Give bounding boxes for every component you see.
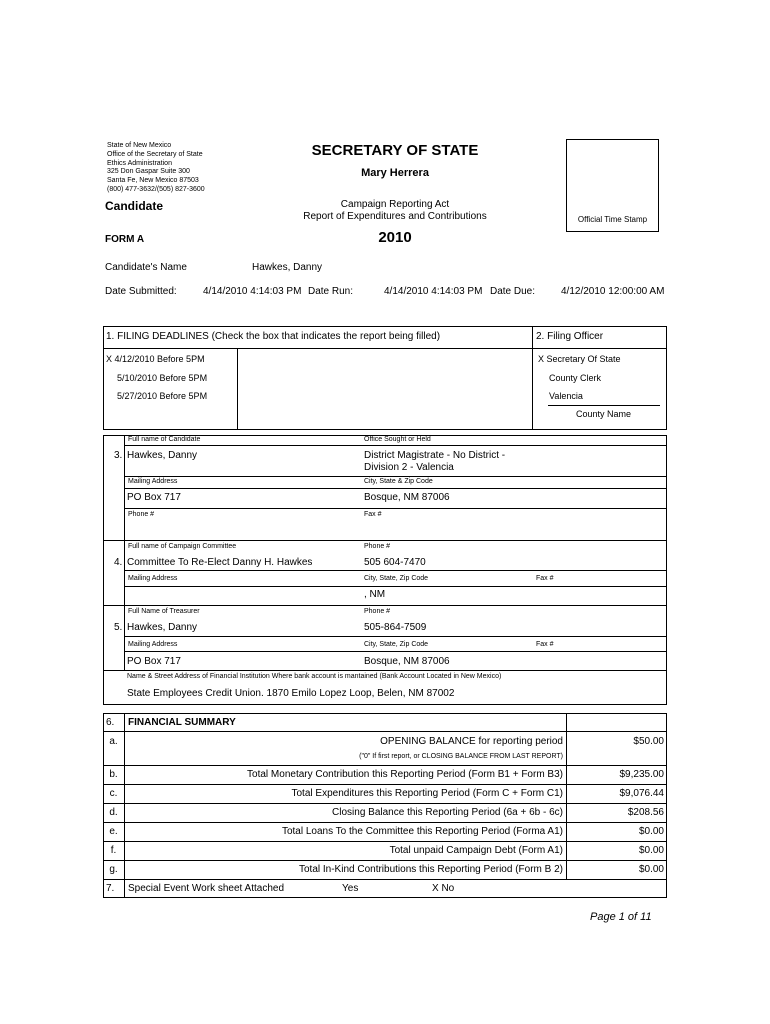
row-letter: f. <box>110 845 117 856</box>
officer-item[interactable]: County Clerk <box>549 373 602 383</box>
agency-line: State of New Mexico <box>107 142 172 149</box>
committee-name: Committee To Re-Elect Danny H. Hawkes <box>127 557 313 568</box>
row-label: Total Monetary Contribution this Reporting Period (Form B1 + Form B3) <box>247 769 563 780</box>
row-letter: c. <box>109 788 118 799</box>
treasurer-label: Full Name of Treasurer <box>128 608 200 615</box>
date-run-label: Date Run: <box>308 286 354 297</box>
agency-line: Office of the Secretary of State <box>107 150 203 158</box>
committee-label: Full name of Campaign Committee <box>128 543 237 550</box>
row-letter: d. <box>109 807 118 818</box>
county-value: Valencia <box>549 391 583 401</box>
agency-line: Santa Fe, New Mexico 87503 <box>107 177 199 185</box>
form-label: FORM A <box>105 234 145 245</box>
date-due-label: Date Due: <box>490 286 536 297</box>
candidate-city: Bosque, NM 87006 <box>364 492 450 503</box>
row-label: Closing Balance this Reporting Period (6a + 6b - 6c) <box>332 807 563 818</box>
section-number: 7. <box>106 883 115 894</box>
agency-address <box>107 142 205 195</box>
special-event-label: Special Event Work sheet Attached <box>128 883 285 894</box>
agency-line: Ethics Administration <box>107 159 172 167</box>
row-letter: a. <box>109 736 118 747</box>
section-number: 5. <box>114 622 123 633</box>
city-label: City, State, Zip Code <box>364 641 429 648</box>
committee-phone: 505 604-7470 <box>364 557 426 568</box>
candidate-name-label: Candidate's Name <box>105 262 187 273</box>
row-value: $50.00 <box>633 736 664 747</box>
page-title: SECRETARY OF STATE <box>311 142 479 159</box>
office-sought-line1: District Magistrate - No District - <box>364 450 506 461</box>
fax-label: Fax # <box>536 575 554 582</box>
report-name: Report of Expenditures and Contributions <box>303 211 487 222</box>
row-label: Total unpaid Campaign Debt (Form A1) <box>389 845 563 856</box>
bank-label: Name & Street Address of Financial Institution Where bank account is mantained (Bank Account Located in New Mexico) <box>127 673 502 680</box>
office-label: Office Sought or Held <box>364 436 431 443</box>
phone-label: Phone # <box>364 608 391 615</box>
candidate-name: Hawkes, Danny <box>252 262 323 273</box>
date-submitted: 4/14/2010 4:14:03 PM <box>203 286 302 297</box>
filing-deadlines-title: 1. FILING DEADLINES (Check the box that indicates the report being filled) <box>106 331 441 342</box>
city-label: City, State, Zip Code <box>364 575 429 582</box>
agency-line: 325 Don Gaspar Suite 300 <box>107 168 190 176</box>
date-due: 4/12/2010 12:00:00 AM <box>561 286 665 297</box>
mailing-label: Mailing Address <box>128 478 178 485</box>
row-letter: e. <box>109 826 118 837</box>
officer-item[interactable]: X Secretary Of State <box>538 354 621 364</box>
fax-label: Fax # <box>536 641 554 648</box>
deadline-item[interactable]: X 4/12/2010 Before 5PM <box>106 354 205 364</box>
office-sought-line2: Division 2 - Valencia <box>364 462 454 473</box>
date-run: 4/14/2010 4:14:03 PM <box>384 286 483 297</box>
time-stamp-label: Official Time Stamp <box>577 215 648 224</box>
row-letter: b. <box>109 769 118 780</box>
row-value: $208.56 <box>627 807 664 818</box>
row-value: $9,235.00 <box>619 769 664 780</box>
phone-label: Phone # <box>364 543 391 550</box>
special-event-yes[interactable]: Yes <box>342 883 359 894</box>
page-number: Page 1 of 11 <box>590 911 652 923</box>
secretary-name: Mary Herrera <box>361 167 429 179</box>
candidate-heading: Candidate <box>105 199 164 213</box>
bank-info: State Employees Credit Union. 1870 Emilo Lopez Loop, Belen, NM 87002 <box>127 688 455 699</box>
section-number: 6. <box>106 717 115 728</box>
row-value: $0.00 <box>638 826 664 837</box>
full-name-label: Full name of Candidate <box>128 436 201 443</box>
treasurer-mailing: PO Box 717 <box>127 656 181 667</box>
summary-title: FINANCIAL SUMMARY <box>128 717 236 728</box>
mailing-label: Mailing Address <box>128 641 178 648</box>
phone-label: Phone # <box>128 511 155 518</box>
report-year: 2010 <box>378 229 412 246</box>
agency-line: (800) 477-3632/(505) 827-3600 <box>107 185 205 193</box>
opening-balance-note: ("0" If first report, or CLOSING BALANCE FROM LAST REPORT) <box>359 753 563 760</box>
filing-officer-title: 2. Filing Officer <box>536 331 604 342</box>
row-label: Total Loans To the Committee this Reporting Period (Forma A1) <box>281 826 563 837</box>
act-name: Campaign Reporting Act <box>340 199 450 210</box>
fax-label: Fax # <box>364 511 382 518</box>
committee-city: , NM <box>364 589 386 600</box>
date-submitted-label: Date Submitted: <box>105 286 177 297</box>
row-value: $0.00 <box>638 845 664 856</box>
candidate-full-name: Hawkes, Danny <box>127 450 198 461</box>
section-number: 4. <box>114 557 123 568</box>
treasurer-city: Bosque, NM 87006 <box>364 656 450 667</box>
row-value: $0.00 <box>638 864 664 875</box>
candidate-mailing: PO Box 717 <box>127 492 181 503</box>
row-label: Total In-Kind Contributions this Reporting Period (Form B 2) <box>298 864 563 875</box>
county-name-label: County Name <box>576 409 632 419</box>
treasurer-name: Hawkes, Danny <box>127 622 198 633</box>
deadline-item[interactable]: 5/27/2010 Before 5PM <box>117 391 208 401</box>
city-label: City, State & Zip Code <box>364 478 433 485</box>
mailing-label: Mailing Address <box>128 575 178 582</box>
treasurer-phone: 505-864-7509 <box>364 622 427 633</box>
row-value: $9,076.44 <box>619 788 664 799</box>
deadline-item[interactable]: 5/10/2010 Before 5PM <box>117 373 208 383</box>
time-stamp-box <box>566 139 659 232</box>
section-number: 3. <box>114 450 123 461</box>
row-label: OPENING BALANCE for reporting period <box>380 736 563 747</box>
row-label: Total Expenditures this Reporting Period (Form C + Form C1) <box>291 788 563 799</box>
row-letter: g. <box>109 864 118 875</box>
special-event-no[interactable]: X No <box>432 883 455 894</box>
